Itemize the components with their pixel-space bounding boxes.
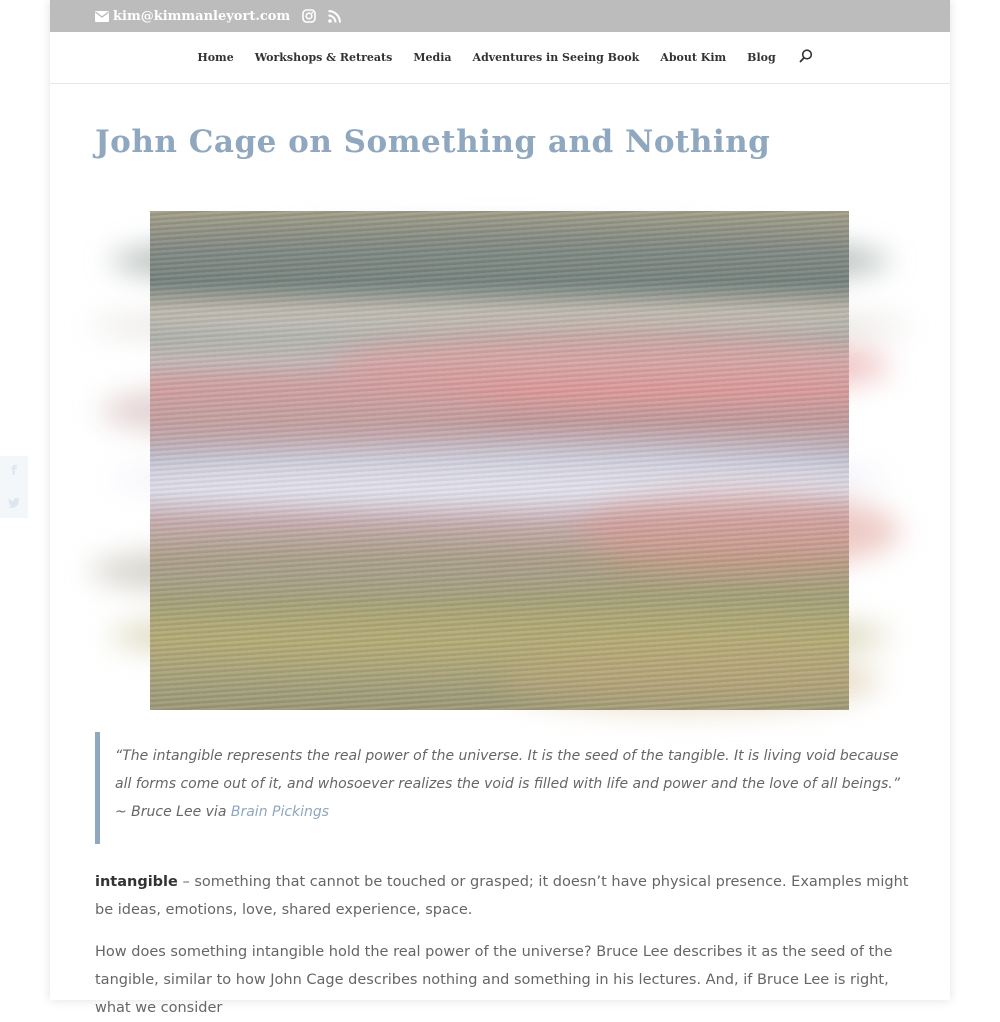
email-link[interactable] [95, 9, 290, 24]
nav-item-adventures-in-seeing-book[interactable]: Adventures in Seeing Book [472, 51, 640, 64]
rss-icon [328, 10, 341, 23]
brain-pickings-link[interactable]: Brain Pickings [230, 804, 330, 820]
nav-item-home[interactable]: Home [197, 51, 234, 64]
definition-term: intangible [95, 874, 178, 890]
twitter-share-button[interactable] [0, 487, 28, 518]
email-text: kim@kimmanleyort.com [113, 8, 291, 24]
blockquote [95, 732, 905, 844]
post-title: John Cage on Something and Nothing [95, 124, 771, 160]
body-paragraph: How does something intangible hold the real power of the universe? Bruce Lee describes it as the seed of the tangible, similar to how John Cage describes nothing and something in his lectures. And, if Bruce Lee is right, what we consider [95, 944, 893, 1016]
social-share-bar [0, 456, 28, 518]
facebook-icon: f [11, 464, 17, 479]
nav-item-media[interactable]: Media [413, 51, 452, 64]
quote-text: “The intangible represents the real power of the universe. It is the seed of the tangible. It is living void because all forms come out of it, and whosoever realizes the void is filled with life and power and the love of all beings.” ~ Bruce Lee via [115, 748, 900, 820]
instagram-link[interactable] [302, 9, 316, 23]
envelope-icon [95, 11, 109, 22]
top-bar [50, 0, 950, 32]
search-button[interactable] [799, 48, 813, 67]
nav-item-about-kim[interactable]: About Kim [660, 51, 727, 64]
definition-paragraph [95, 868, 910, 924]
main-navigation [50, 32, 950, 84]
featured-image [150, 211, 849, 710]
search-icon [799, 49, 813, 63]
twitter-icon [8, 498, 20, 508]
nav-item-workshops-retreats[interactable]: Workshops & Retreats [254, 51, 393, 64]
nav-item-blog[interactable]: Blog [747, 51, 776, 64]
definition-text: – something that cannot be touched or grasped; it doesn’t have physical presence. Examples might be ideas, emotions, love, shared experience, space. [95, 874, 909, 918]
instagram-icon [302, 9, 316, 23]
rss-link[interactable] [328, 10, 341, 23]
facebook-share-button[interactable] [0, 456, 28, 487]
page-container [50, 0, 950, 1016]
